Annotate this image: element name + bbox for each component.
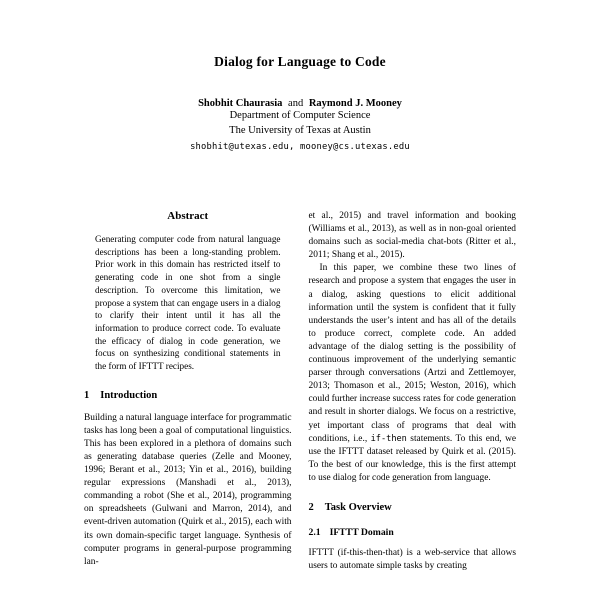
paper-header [84, 54, 516, 152]
left-column [84, 210, 292, 573]
if-then-code-token: if-then [370, 433, 407, 444]
abstract-heading: Abstract [167, 210, 209, 222]
affiliation-department: Department of Computer Science [229, 110, 371, 121]
right-column-paragraph-2 [309, 262, 517, 485]
subsection-title: IFTTT Domain [329, 526, 394, 538]
section-heading-task-overview [309, 502, 517, 513]
abstract-body: Generating computer code from natural language descriptions has been a long-standing problem. Prior work in this domain has restricted itself to generating code in one shot from a single description. To overcome this limitation, we propose a system that can engage users in a dialog to clarify their intent until it has all the information to produce correct code. To evaluate the efficacy of dialog in code generation, we focus on synthesizing conditional statements in the form of IFTTT recipes. [95, 234, 281, 372]
paper-title: Dialog for Language to Code [214, 54, 386, 69]
subsection-number: 2.1 [308, 526, 321, 538]
section-title: Task Overview [324, 501, 392, 513]
two-column-body [84, 210, 516, 573]
paragraph-2-text-b: statements. To this end, we use the IFTTT dataset released by Quirk et al. (2015). To the best of our knowledge, this is the first attempt to use dialog for code generation from language. [308, 433, 516, 483]
introduction-paragraph: Building a natural language interface for programmatic tasks has long been a goal of computational linguistics. This has been explored in a plethora of domains such as generating database queries (Zelle and Mooney, 1996; Berant et al., 2013; Yin et al., 2016), building regular expressions (Manshadi et al., 2013), commanding a robot (She et al., 2014), programming on spreadsheets (Gulwani and Marron, 2014), and event-driven automation (Quirk et al., 2015), each with its own domain-specific target language. Synthesis of computer programs in general-purpose programming lan- [84, 412, 292, 567]
right-column [309, 210, 517, 573]
ifttt-domain-paragraph: IFTTT (if-this-then-that) is a web-service that allows users to automate simple tasks by creating [308, 547, 516, 572]
author-1: Shobhit Chaurasia [198, 98, 283, 109]
section-heading-introduction [84, 390, 292, 401]
author-2: Raymond J. Mooney [308, 98, 402, 109]
section-number: 2 [308, 501, 314, 513]
section-number: 1 [84, 389, 90, 401]
author-line [84, 98, 516, 109]
paragraph-2-text-a: In this paper, we combine these two lines of research and propose a system that engages the user in a dialog, asking questions to elicit additional information until the system is confident that it fully understands the user’s intent and has all of the details to produce correct, complete code. An added advantage of the dialog setting is the possibility of continuous improvement of the underlying semantic parser through conversations (Artzi and Zettlemoyer, 2013; Thomason et al., 2015; Weston, 2016), which could further increase success rates for code generation and result in shorter dialogs. We focus on a restrictive, yet important class of programs that deal with conditions, i.e., [308, 263, 516, 444]
right-column-paragraph-1: et al., 2015) and travel information and booking (Williams et al., 2013), as well as in non-goal oriented domains such as social-media chat-bots (Ritter et al., 2011; Shang et al., 2015). [308, 211, 516, 261]
section-title: Introduction [100, 389, 158, 401]
author-emails: shobhit@utexas.edu, mooney@cs.utexas.edu [190, 142, 410, 152]
affiliation-university: The University of Texas at Austin [229, 124, 371, 136]
author-conjunction: and [288, 98, 304, 109]
subsection-heading-ifttt-domain [309, 527, 517, 538]
